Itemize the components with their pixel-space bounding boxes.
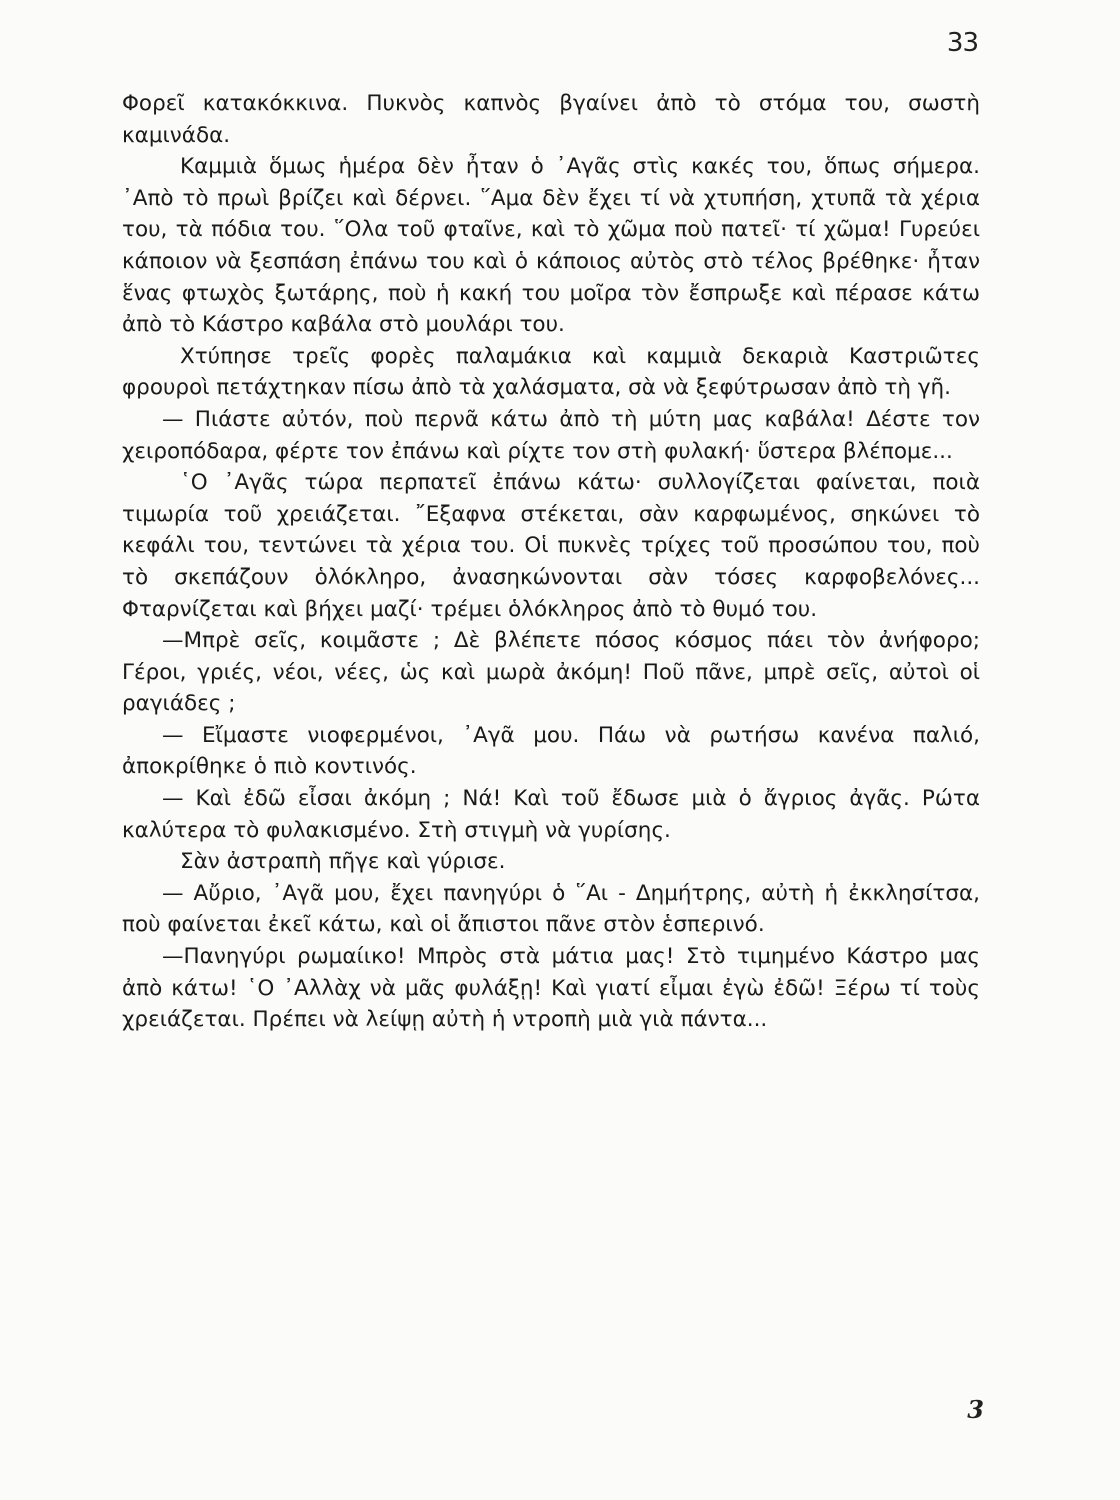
dialogue-line: —Πανηγύρι ρωμαίικο! Μπρὸς στὰ μάτια μας! Στὸ τιμημένο Κάστρο μας ἀπὸ κάτω! ῾Ο ᾿Αλλὰχ νὰ μᾶς φυλάξῃ! Καὶ γιατί εἶμαι ἐγὼ ἐδῶ! Ξέρω τί τοὺς χρειάζεται. Πρέπει νὰ λείψῃ αὐτὴ ἡ ντροπὴ μιὰ γιὰ πάντα... — [122, 944, 980, 1033]
paragraph: ῾Ο ᾿Αγᾶς τώρα περπατεῖ ἐπάνω κάτω· συλλογίζεται φαίνεται, ποιὰ τιμωρία τοῦ χρειάζεται. ῎Εξαφνα στέκεται, σὰν καρφωμένος, σηκώνει τὸ κεφάλι του, τεντώνει τὰ χέρια του. Οἱ πυκνὲς τρίχες τοῦ προσώπου του, ποὺ τὸ σκεπάζουν ὁλόκληρο, ἀνασηκώνονται σὰν τόσες καρφοβελόνες... Φταρνίζεται καὶ βήχει μαζί· τρέμει ὁλόκληρος ἀπὸ τὸ θυμό του. — [122, 470, 980, 622]
dialogue-line: — Πιάστε αὐτόν, ποὺ περνᾶ κάτω ἀπὸ τὴ μύτη μας καβάλα! Δέστε τον χειροπόδαρα, φέρτε τον ἐπάνω καὶ ρίχτε τον στὴ φυλακή· ὕστερα βλέπομε... — [122, 406, 980, 464]
dialogue-line: — Καὶ ἐδῶ εἶσαι ἀκόμη ; Νά! Καὶ τοῦ ἔδωσε μιὰ ὁ ἄγριος ἀγᾶς. Ρώτα καλύτερα τὸ φυλακισμένο. Στὴ στιγμὴ νὰ γυρίσης. — [122, 786, 980, 843]
body-text — [122, 88, 980, 1036]
paragraph: Καμμιὰ ὅμως ἡμέρα δὲν ἦταν ὁ ᾿Αγᾶς στὶς κακές του, ὅπως σήμερα. ᾿Απὸ τὸ πρωὶ βρίζει καὶ δέρνει. ῞Αμα δὲν ἔχει τί νὰ χτυπήση, χτυπᾶ τὰ χέρια του, τὰ πόδια του. ῞Ολα τοῦ φταῖνε, καὶ τὸ χῶμα ποὺ πατεῖ· τί χῶμα! Γυρεύει κάποιον νὰ ξεσπάση ἐπάνω του καὶ ὁ κάποιος αὐτὸς στὸ τέλος βρέθηκε· ἦταν ἕνας φτωχὸς ξωτάρης, ποὺ ἡ κακή του μοῖρα τὸν ἔσπρωξε καὶ πέρασε κάτω ἀπὸ τὸ Κάστρο καβάλα στὸ μουλάρι του. — [122, 154, 980, 338]
signature-mark: 3 — [967, 1395, 984, 1424]
dialogue-line: — Αὔριο, ᾿Αγᾶ μου, ἔχει πανηγύρι ὁ ῞Αι - Δημήτρης, αὐτὴ ἡ ἐκκλησίτσα, ποὺ φαίνεται ἐκεῖ κάτω, καὶ οἱ ἄπιστοι πᾶνε στὸν ἑσπερινό. — [122, 880, 980, 938]
paragraph: Χτύπησε τρεῖς φορὲς παλαμάκια καὶ καμμιὰ δεκαριὰ Καστριῶτες φρουροὶ πετάχτηκαν πίσω ἀπὸ τὰ χαλάσματα, σὰ νὰ ξεφύτρωσαν ἀπὸ τὴ γῆ. — [122, 343, 980, 401]
paragraph: Σὰν ἀστραπὴ πῆγε καὶ γύρισε. — [180, 849, 506, 875]
page-number: 33 — [946, 28, 978, 58]
paragraph: Φορεῖ κατακόκκινα. Πυκνὸς καπνὸς βγαίνει ἀπὸ τὸ στόμα του, σωστὴ καμινάδα. — [122, 91, 980, 148]
dialogue-line: — Εἴμαστε νιοφερμένοι, ᾿Αγᾶ μου. Πάω νὰ ρωτήσω κανένα παλιό, ἀποκρίθηκε ὁ πιὸ κοντινός. — [122, 722, 980, 780]
dialogue-line: —Μπρὲ σεῖς, κοιμᾶστε ; Δὲ βλέπετε πόσος κόσμος πάει τὸν ἀνήφορο; Γέροι, γριές, νέοι, νέες, ὡς καὶ μωρὰ ἀκόμη! Ποῦ πᾶνε, μπρὲ σεῖς, αὐτοὶ οἱ ραγιάδες ; — [122, 628, 980, 717]
